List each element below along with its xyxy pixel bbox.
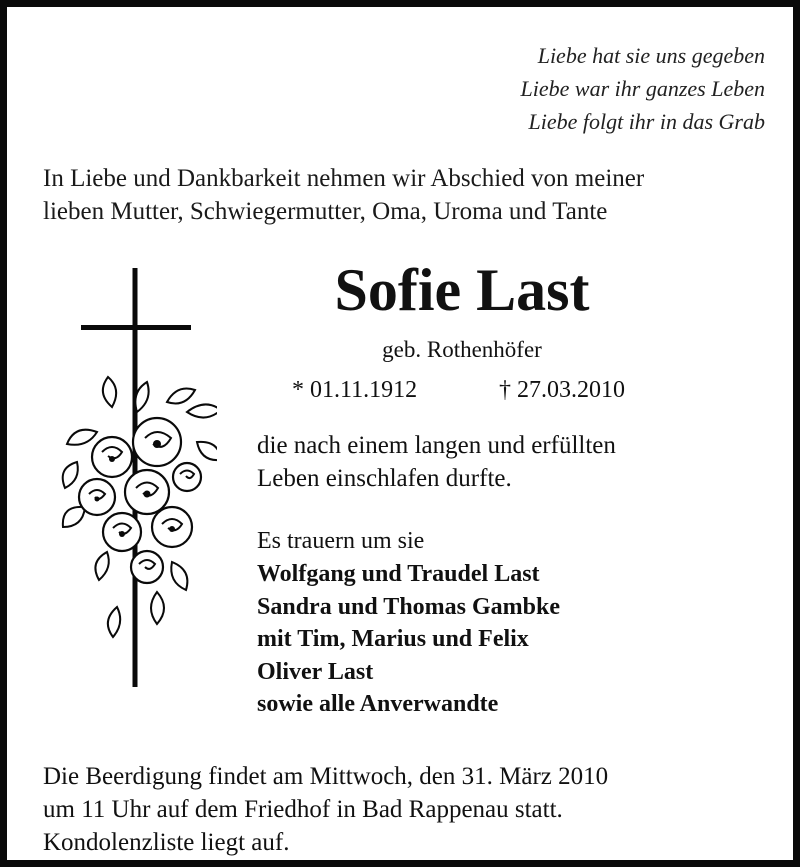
funeral-line: Die Beerdigung findet am Mittwoch, den 31. März 2010 — [43, 763, 609, 790]
poem-line: Liebe war ihr ganzes Leben — [520, 76, 765, 101]
intro-line: lieben Mutter, Schwiegermutter, Oma, Uroma und Tante — [43, 198, 608, 225]
mourner-name: Oliver Last — [257, 658, 374, 685]
intro-line: In Liebe und Dankbarkeit nehmen wir Abschied von meiner — [43, 165, 645, 192]
death-date: † 27.03.2010 — [499, 377, 625, 403]
mourner-name: Sandra und Thomas Gambke — [257, 593, 560, 620]
funeral-details — [43, 760, 608, 859]
mourner-name: Wolfgang und Traudel Last — [257, 561, 540, 587]
mourners-heading: Es trauern um sie — [257, 528, 425, 554]
message-line: die nach einem langen und erfüllten — [257, 432, 616, 459]
mourners-list — [257, 558, 560, 721]
poem-line: Liebe folgt ihr in das Grab — [528, 109, 765, 134]
passing-message — [257, 429, 616, 495]
mourner-name: mit Tim, Marius und Felix — [257, 626, 529, 652]
maiden-name: geb. Rothenhöfer — [382, 337, 542, 362]
birth-date: * 01.11.1912 — [292, 377, 418, 403]
message-line: Leben einschlafen durfte. — [257, 465, 512, 492]
cross-with-roses-icon — [37, 262, 217, 697]
poem — [521, 39, 765, 138]
funeral-line: um 11 Uhr auf dem Friedhof in Bad Rappenau statt. — [43, 796, 563, 823]
mourner-name: sowie alle Anverwandte — [257, 691, 499, 717]
funeral-line: Kondolenzliste liegt auf. — [43, 829, 290, 856]
poem-line: Liebe hat sie uns gegeben — [537, 43, 765, 68]
intro-text — [43, 162, 644, 228]
deceased-name: Sofie Last — [334, 257, 590, 323]
